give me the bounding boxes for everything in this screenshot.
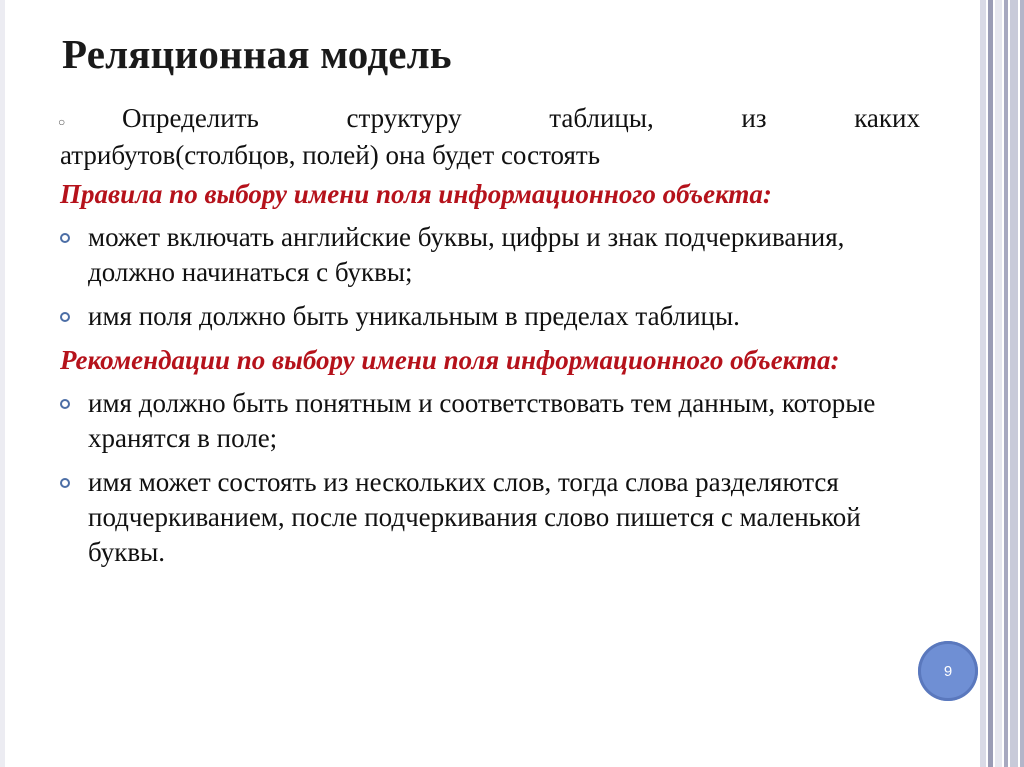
left-frame [0, 0, 5, 767]
page-number-badge: 9 [918, 641, 978, 701]
ring-bullet-icon [60, 233, 70, 243]
circle-bullet-icon: ○ [58, 115, 66, 129]
rail [988, 0, 993, 767]
rail [995, 0, 1002, 767]
intro-word: каких [854, 103, 920, 133]
rail [1004, 0, 1008, 767]
intro-word: из [741, 103, 767, 133]
ring-bullet-icon [60, 312, 70, 322]
list-item [60, 220, 920, 290]
list-item [60, 465, 920, 570]
rail [980, 0, 986, 767]
intro-word: структуру [346, 103, 462, 133]
slide-content [60, 100, 920, 579]
list-item-text: имя должно быть понятным и соответствовать тем данным, которые хранятся в поле; [88, 388, 876, 453]
intro-word: Определить [122, 103, 259, 133]
slide-title: Реляционная модель [62, 31, 452, 77]
intro-paragraph [60, 100, 920, 174]
list-item [60, 386, 920, 456]
rail [1010, 0, 1018, 767]
rail [1020, 0, 1024, 767]
list-item-text: имя может состоять из нескольких слов, тогда слова разделяются подчеркиванием, после подчеркивания слово пишется с маленькой буквы. [88, 467, 861, 567]
rules-heading: Правила по выбору имени поля информационного объекта: [60, 179, 772, 209]
list-item-text: может включать английские буквы, цифры и знак подчеркивания, должно начинаться с буквы; [88, 222, 845, 287]
list-item [60, 299, 920, 334]
ring-bullet-icon [60, 478, 70, 488]
decorative-rails [980, 0, 1024, 767]
intro-word: таблицы, [549, 103, 654, 133]
recommendations-heading: Рекомендации по выбору имени поля информационного объекта: [60, 345, 840, 375]
intro-line-2: атрибутов(столбцов, полей) она будет состоять [60, 140, 601, 170]
ring-bullet-icon [60, 399, 70, 409]
intro-line-1 [60, 100, 920, 137]
list-item-text: имя поля должно быть уникальным в пределах таблицы. [88, 301, 740, 331]
